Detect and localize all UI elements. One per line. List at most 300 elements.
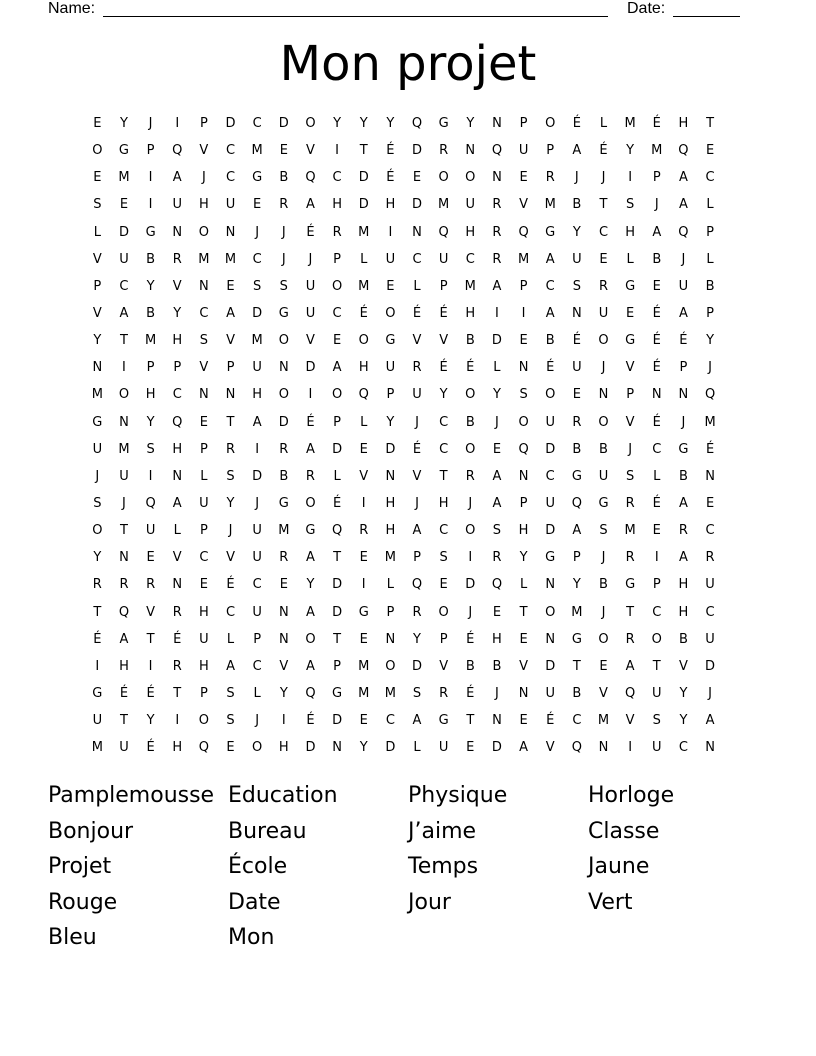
grid-letter: J xyxy=(601,604,606,620)
grid-letter: G xyxy=(438,713,449,729)
grid-letter: O xyxy=(465,441,476,457)
grid-letter: O xyxy=(545,387,556,403)
header-row xyxy=(48,0,748,20)
grid-letter: C xyxy=(545,468,555,484)
grid-letter: É xyxy=(439,305,448,321)
grid-letter: U xyxy=(199,631,209,647)
grid-letter: D xyxy=(252,468,263,484)
grid-letter: Q xyxy=(678,143,689,159)
grid-letter: P xyxy=(679,360,688,376)
grid-letter: A xyxy=(492,495,502,511)
grid-letter: A xyxy=(119,305,129,321)
grid-letter: C xyxy=(385,713,395,729)
grid-letter: U xyxy=(598,305,609,321)
grid-letter: H xyxy=(492,631,502,647)
grid-letter: A xyxy=(172,170,182,186)
grid-letter: A xyxy=(226,305,235,321)
grid-letter: U xyxy=(199,495,209,511)
grid-letter: B xyxy=(465,658,475,674)
grid-letter: E xyxy=(599,251,608,267)
grid-letter: H xyxy=(678,604,689,620)
grid-letter: J xyxy=(495,685,499,701)
grid-letter: A xyxy=(412,713,422,729)
grid-letter: E xyxy=(652,278,661,294)
grid-letter: E xyxy=(626,305,635,321)
grid-letter: T xyxy=(652,658,661,674)
grid-letter: P xyxy=(439,278,448,294)
grid-letter: O xyxy=(598,631,609,647)
grid-letter: R xyxy=(705,550,715,566)
grid-letter: V xyxy=(146,604,156,620)
grid-letter: C xyxy=(332,305,342,321)
grid-letter: Y xyxy=(279,685,288,701)
grid-letter: U xyxy=(252,550,262,566)
grid-letter: U xyxy=(438,251,449,267)
grid-letter: B xyxy=(705,278,715,294)
grid-letter: P xyxy=(199,685,208,701)
grid-letter: L xyxy=(360,414,368,430)
grid-letter: N xyxy=(518,468,529,484)
grid-letter: Q xyxy=(518,441,529,457)
grid-letter: L xyxy=(626,251,634,267)
grid-letter: P xyxy=(386,387,395,403)
grid-letter: Y xyxy=(519,550,528,566)
grid-letter: P xyxy=(226,360,235,376)
word-list-item: Bonjour xyxy=(48,818,134,844)
grid-letter: Y xyxy=(93,550,102,566)
grid-letter: E xyxy=(279,143,288,159)
grid-letter: J xyxy=(601,170,606,186)
grid-letter: I xyxy=(175,116,180,131)
grid-letter: R xyxy=(226,441,236,457)
grid-letter: R xyxy=(492,251,502,267)
grid-letter: T xyxy=(119,523,128,539)
grid-letter: E xyxy=(466,740,475,756)
grid-letter: U xyxy=(385,251,396,267)
grid-letter: R xyxy=(465,468,475,484)
grid-letter: E xyxy=(519,170,528,186)
grid-letter: S xyxy=(93,197,102,213)
grid-letter: N xyxy=(92,360,103,376)
grid-letter: V xyxy=(625,713,635,729)
grid-letter: R xyxy=(492,224,502,240)
grid-letter: H xyxy=(625,224,636,240)
grid-letter: D xyxy=(412,658,423,674)
grid-letter: A xyxy=(305,550,315,566)
grid-letter: M xyxy=(624,523,636,539)
grid-letter: R xyxy=(359,523,369,539)
grid-letter: I xyxy=(175,713,180,729)
grid-letter: T xyxy=(146,631,155,647)
grid-letter: V xyxy=(92,251,102,267)
grid-letter: Q xyxy=(571,740,582,756)
grid-letter: V xyxy=(172,278,182,294)
grid-letter: É xyxy=(572,333,581,349)
grid-letter: V xyxy=(172,550,182,566)
grid-letter: N xyxy=(225,387,236,403)
grid-letter: A xyxy=(252,414,262,430)
grid-letter: N xyxy=(492,170,502,186)
grid-letter: D xyxy=(545,441,556,457)
grid-letter: R xyxy=(92,577,102,593)
grid-letter: C xyxy=(119,278,129,294)
grid-letter: J xyxy=(681,414,686,430)
grid-letter: Q xyxy=(331,523,343,539)
grid-letter: V xyxy=(625,414,635,430)
grid-letter: E xyxy=(519,713,528,729)
grid-letter: E xyxy=(119,197,129,213)
grid-letter: H xyxy=(278,740,289,756)
grid-letter: Q xyxy=(145,495,156,511)
word-list-item: Vert xyxy=(588,889,633,915)
grid-letter: J xyxy=(601,360,606,376)
grid-letter: P xyxy=(546,143,555,159)
grid-letter: V xyxy=(199,360,209,376)
word-list-item: Date xyxy=(228,889,281,915)
grid-letter: E xyxy=(332,333,342,349)
grid-letter: C xyxy=(225,143,236,159)
grid-letter: M xyxy=(517,251,530,267)
grid-letter: C xyxy=(678,740,688,756)
grid-letter: Q xyxy=(411,577,423,593)
grid-letter: D xyxy=(385,740,396,756)
grid-letter: E xyxy=(492,441,502,457)
grid-letter: Y xyxy=(466,116,475,131)
grid-letter: N xyxy=(172,468,183,484)
grid-letter: A xyxy=(678,305,688,321)
grid-letter: R xyxy=(172,604,182,620)
grid-letter: Y xyxy=(93,333,102,349)
grid-letter: Q xyxy=(704,387,716,403)
grid-letter: N xyxy=(385,631,396,647)
grid-letter: Y xyxy=(492,387,501,403)
grid-letter: U xyxy=(119,468,129,484)
grid-letter: Q xyxy=(305,170,316,186)
grid-letter: E xyxy=(359,550,368,566)
grid-letter: V xyxy=(92,305,102,321)
word-search-grid xyxy=(84,114,723,765)
grid-letter: N xyxy=(651,387,662,403)
grid-letter: M xyxy=(384,685,396,701)
grid-letter: O xyxy=(278,387,289,403)
grid-letter: L xyxy=(333,468,341,484)
grid-letter: B xyxy=(678,631,688,647)
grid-letter: A xyxy=(226,658,235,674)
grid-letter: T xyxy=(119,713,128,729)
grid-letter: C xyxy=(252,658,262,674)
grid-letter: Y xyxy=(386,116,395,131)
grid-letter: V xyxy=(545,740,555,756)
grid-letter: T xyxy=(626,604,635,620)
grid-letter: A xyxy=(172,495,182,511)
grid-letter: É xyxy=(466,360,475,376)
grid-letter: U xyxy=(252,604,262,620)
grid-letter: M xyxy=(624,116,636,131)
word-list-item: Classe xyxy=(588,818,660,844)
grid-letter: I xyxy=(148,170,153,186)
grid-letter: B xyxy=(279,468,289,484)
grid-letter: V xyxy=(439,333,449,349)
grid-letter: Y xyxy=(146,414,155,430)
grid-letter: E xyxy=(705,495,715,511)
grid-letter: P xyxy=(199,523,208,539)
grid-letter: U xyxy=(705,631,715,647)
grid-letter: U xyxy=(145,523,156,539)
grid-letter: J xyxy=(255,713,260,729)
grid-letter: B xyxy=(545,333,555,349)
grid-letter: E xyxy=(519,631,528,647)
grid-letter: S xyxy=(626,468,635,484)
grid-letter: D xyxy=(225,116,236,131)
grid-letter: I xyxy=(308,387,313,403)
grid-letter: S xyxy=(93,495,102,511)
grid-letter: N xyxy=(332,740,342,756)
grid-letter: L xyxy=(253,685,261,701)
grid-letter: A xyxy=(678,550,688,566)
grid-letter: Q xyxy=(625,685,636,701)
grid-letter: O xyxy=(118,387,130,403)
grid-letter: O xyxy=(92,143,103,159)
grid-letter: R xyxy=(625,550,635,566)
grid-letter: R xyxy=(625,495,635,511)
grid-letter: J xyxy=(255,495,260,511)
grid-letter: C xyxy=(252,116,262,131)
grid-letter: Y xyxy=(359,116,368,131)
grid-letter: T xyxy=(119,333,128,349)
grid-letter: N xyxy=(705,468,715,484)
grid-letter: C xyxy=(652,441,662,457)
grid-letter: I xyxy=(361,577,366,593)
grid-letter: V xyxy=(625,360,635,376)
grid-letter: R xyxy=(412,604,422,620)
word-list-item: Pamplemousse xyxy=(48,783,215,808)
grid-letter: D xyxy=(278,414,289,430)
grid-letter: B xyxy=(599,577,608,593)
page-title: Mon projet xyxy=(279,36,537,92)
grid-letter: I xyxy=(628,740,633,756)
grid-letter: A xyxy=(305,441,315,457)
word-list-item: Physique xyxy=(408,783,508,808)
grid-letter: É xyxy=(412,305,422,321)
grid-letter: É xyxy=(226,577,235,593)
grid-letter: G xyxy=(92,685,103,701)
grid-letter: G xyxy=(305,523,316,539)
grid-letter: G xyxy=(625,333,636,349)
grid-letter: M xyxy=(464,278,476,294)
grid-letter: O xyxy=(545,116,556,131)
grid-letter: B xyxy=(492,658,502,674)
grid-letter: E xyxy=(226,740,235,756)
grid-letter: M xyxy=(597,713,610,729)
word-list-item: Bureau xyxy=(228,818,307,844)
grid-letter: V xyxy=(305,143,315,159)
grid-letter: U xyxy=(545,414,555,430)
grid-letter: J xyxy=(574,170,579,186)
grid-letter: I xyxy=(388,224,393,240)
grid-letter: E xyxy=(93,170,102,186)
grid-letter: Q xyxy=(172,414,183,430)
grid-letter: E xyxy=(599,658,608,674)
grid-letter: T xyxy=(359,143,368,159)
grid-letter: E xyxy=(279,577,288,593)
grid-letter: B xyxy=(146,251,156,267)
grid-letter: D xyxy=(705,658,716,674)
grid-letter: R xyxy=(305,468,315,484)
grid-letter: A xyxy=(305,604,315,620)
grid-letter: O xyxy=(518,414,529,430)
grid-letter: N xyxy=(492,713,502,729)
grid-letter: É xyxy=(439,360,448,376)
grid-letter: J xyxy=(681,251,686,267)
grid-letter: U xyxy=(438,740,449,756)
grid-letter: P xyxy=(519,116,528,131)
grid-letter: L xyxy=(519,577,528,593)
grid-letter: P xyxy=(652,577,661,593)
grid-letter: J xyxy=(495,414,499,430)
grid-letter: M xyxy=(358,278,370,294)
grid-letter: Y xyxy=(679,685,688,701)
grid-letter: I xyxy=(148,658,153,674)
word-list-item: École xyxy=(228,854,288,879)
grid-letter: U xyxy=(465,197,476,213)
grid-letter: C xyxy=(225,170,236,186)
grid-letter: N xyxy=(199,278,209,294)
grid-letter: Q xyxy=(438,224,449,240)
grid-letter: M xyxy=(278,523,290,539)
grid-letter: J xyxy=(201,170,206,186)
grid-letter: N xyxy=(598,740,609,756)
grid-letter: B xyxy=(279,170,289,186)
word-list-item: Jour xyxy=(408,889,451,915)
grid-letter: J xyxy=(654,197,659,213)
grid-letter: R xyxy=(678,523,688,539)
grid-letter: G xyxy=(92,414,103,430)
grid-letter: H xyxy=(198,604,209,620)
grid-letter: A xyxy=(119,631,129,647)
grid-letter: Y xyxy=(306,577,315,593)
grid-letter: A xyxy=(545,305,555,321)
grid-letter: É xyxy=(306,713,315,729)
grid-letter: P xyxy=(173,360,182,376)
grid-letter: J xyxy=(415,495,419,511)
grid-letter: U xyxy=(305,305,316,321)
grid-letter: D xyxy=(332,604,343,620)
grid-letter: I xyxy=(468,550,473,566)
grid-letter: É xyxy=(146,685,155,701)
grid-letter: Q xyxy=(198,740,209,756)
word-list xyxy=(48,778,768,956)
grid-letter: É xyxy=(705,441,715,457)
grid-letter: T xyxy=(93,604,102,620)
grid-letter: U xyxy=(225,197,236,213)
grid-letter: L xyxy=(93,224,101,240)
grid-letter: H xyxy=(438,495,449,511)
grid-letter: G xyxy=(145,224,156,240)
grid-letter: G xyxy=(332,685,343,701)
grid-letter: I xyxy=(148,197,153,213)
grid-letter: R xyxy=(439,143,449,159)
grid-letter: T xyxy=(466,713,475,729)
grid-letter: D xyxy=(332,713,343,729)
grid-letter: V xyxy=(412,468,422,484)
grid-letter: G xyxy=(571,631,582,647)
grid-letter: A xyxy=(678,197,688,213)
grid-letter: É xyxy=(332,495,342,511)
grid-letter: B xyxy=(465,333,475,349)
grid-letter: J xyxy=(281,251,286,267)
grid-letter: L xyxy=(226,631,235,647)
grid-letter: O xyxy=(331,387,343,403)
grid-letter: C xyxy=(252,577,262,593)
word-list-item: Mon xyxy=(228,925,275,950)
grid-letter: Q xyxy=(411,116,423,131)
grid-letter: S xyxy=(226,468,235,484)
grid-letter: D xyxy=(412,143,423,159)
grid-letter: E xyxy=(412,170,422,186)
grid-letter: E xyxy=(492,604,502,620)
grid-letter: E xyxy=(359,441,368,457)
grid-letter: H xyxy=(385,523,396,539)
grid-letter: Y xyxy=(439,387,448,403)
grid-letter: A xyxy=(678,495,688,511)
grid-letter: S xyxy=(572,278,581,294)
grid-letter: N xyxy=(465,143,476,159)
grid-letter: E xyxy=(705,143,715,159)
grid-letter: J xyxy=(308,251,313,267)
grid-letter: O xyxy=(358,333,369,349)
grid-letter: Y xyxy=(146,278,155,294)
grid-letter: J xyxy=(468,604,473,620)
grid-letter: G xyxy=(252,170,263,186)
grid-letter: P xyxy=(333,414,341,430)
grid-letter: Y xyxy=(386,414,395,430)
grid-letter: C xyxy=(572,713,582,729)
grid-letter: Y xyxy=(626,143,635,159)
grid-letter: H xyxy=(198,197,209,213)
grid-letter: M xyxy=(358,224,370,240)
grid-letter: E xyxy=(199,577,208,593)
grid-letter: I xyxy=(335,143,339,159)
grid-letter: J xyxy=(228,523,233,539)
grid-letter: N xyxy=(172,577,183,593)
grid-letter: E xyxy=(146,550,155,566)
grid-letter: U xyxy=(92,441,103,457)
grid-letter: N xyxy=(598,387,609,403)
grid-letter: H xyxy=(332,197,342,213)
grid-letter: O xyxy=(198,713,209,729)
grid-letter: É xyxy=(466,685,475,701)
grid-letter: S xyxy=(279,278,288,294)
grid-letter: É xyxy=(546,360,555,376)
grid-letter: É xyxy=(173,631,182,647)
grid-letter: É xyxy=(546,713,555,729)
grid-letter: R xyxy=(279,197,289,213)
grid-letter: A xyxy=(332,360,342,376)
grid-letter: R xyxy=(545,170,555,186)
grid-letter: N xyxy=(225,224,236,240)
grid-letter: J xyxy=(628,441,633,457)
grid-letter: C xyxy=(439,523,449,539)
grid-letter: P xyxy=(572,550,581,566)
grid-letter: I xyxy=(122,360,126,376)
grid-letter: S xyxy=(253,278,262,294)
grid-letter: R xyxy=(572,414,582,430)
grid-letter: O xyxy=(438,170,449,186)
grid-letter: Y xyxy=(119,116,128,131)
grid-letter: R xyxy=(146,577,156,593)
grid-letter: S xyxy=(599,523,608,539)
grid-letter: D xyxy=(491,333,502,349)
